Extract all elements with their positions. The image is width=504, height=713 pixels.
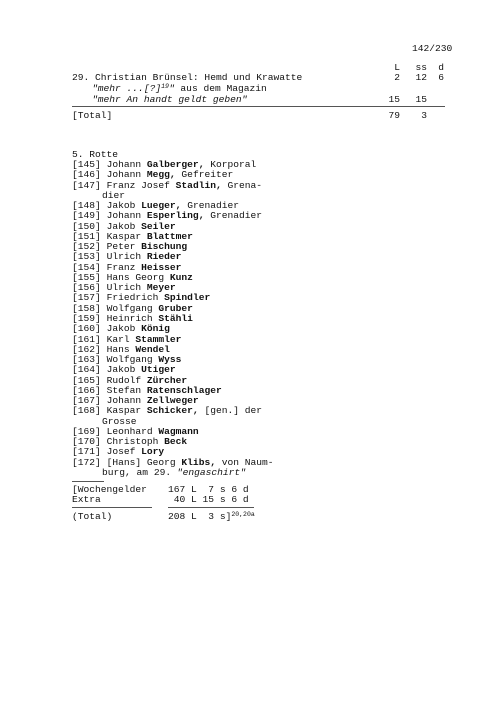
- roster-last-name: Galberger,: [146, 159, 205, 170]
- roster-first-name: Hans Georg: [106, 271, 165, 283]
- roster-quote: "engaschirt": [176, 466, 246, 478]
- rule-line-2b: [168, 507, 254, 508]
- roster-last-name: Klibs,: [181, 456, 216, 468]
- extra-value: 40 L 15 s 6 d: [168, 494, 249, 505]
- entry-29-ss: 12: [415, 72, 427, 83]
- page-number: 142/230: [412, 43, 453, 54]
- entry-29-l: 2: [394, 72, 400, 83]
- roster-last-name: Ratenschlager: [146, 384, 222, 396]
- roster-first-name: Kaspar: [106, 230, 142, 242]
- summary-total-label: (Total): [72, 511, 113, 522]
- entry-29-note2-l: 15: [388, 94, 400, 105]
- roster-note: Grena-: [221, 179, 263, 191]
- roster-row: [72, 324, 292, 334]
- roster-first-name: Leonhard: [106, 425, 153, 437]
- wochengelder-value: 167 L 7 s 6 d: [168, 484, 249, 495]
- roster-first-name: Wolfgang: [106, 302, 153, 314]
- roster-number: [163]: [72, 354, 101, 366]
- roster-first-name: Peter: [106, 241, 136, 253]
- roster-first-name: Jakob: [106, 323, 136, 335]
- roster-note: Grenadier: [204, 210, 263, 222]
- column-header-d: d: [438, 62, 444, 73]
- entry-29-d: 6: [438, 72, 444, 83]
- roster-number: [150]: [72, 220, 101, 232]
- entry-29-note-2: [92, 95, 247, 105]
- roster-first-name: Johann: [106, 159, 142, 170]
- roster-note: Korporal: [204, 159, 257, 170]
- roster-first-name: Kaspar: [106, 405, 142, 417]
- roster-note: Gefreiter: [175, 169, 234, 181]
- entry-29-note-1: [92, 84, 267, 94]
- note-rest: aus dem Magazin: [174, 83, 267, 94]
- roster-first-name: Christoph: [106, 436, 159, 448]
- roster-last-name: Stähli: [158, 312, 193, 324]
- roster-continuation: Grosse: [102, 415, 137, 427]
- entry-29-line: [72, 73, 302, 83]
- roster-first-name: Heinrich: [106, 312, 153, 324]
- roster-last-name: Schicker,: [146, 405, 199, 417]
- roster-number: [160]: [72, 323, 101, 335]
- roster-first-name: Wolfgang: [106, 354, 153, 366]
- roster-last-name: Meyer: [146, 282, 176, 294]
- roster-last-name: Gruber: [158, 302, 193, 314]
- roster-first-name: Ulrich: [106, 251, 142, 263]
- roster-first-name: Josef: [106, 446, 136, 458]
- rule-line-2a: [72, 507, 152, 508]
- roster-last-name: Kunz: [169, 271, 193, 283]
- roster-first-name: Johann: [106, 395, 142, 407]
- note-quote: "mehr ...[?]: [92, 83, 162, 94]
- roster-last-name: Beck: [164, 436, 188, 448]
- roster-number: [145]: [72, 159, 101, 170]
- roster-number: [155]: [72, 271, 101, 283]
- roster-last-name: König: [141, 323, 170, 335]
- roster-number: [151]: [72, 230, 101, 242]
- roster-first-name: Franz Josef: [106, 179, 170, 191]
- note-quote-end: ": [168, 83, 175, 94]
- roster-first-name: Franz: [106, 261, 136, 273]
- column-header-ss: ss: [415, 62, 427, 73]
- roster-number: [149]: [72, 210, 101, 222]
- roster-list: [72, 160, 292, 478]
- roster-number: [172]: [72, 456, 101, 468]
- roster-first-name: Rudolf: [106, 374, 142, 386]
- roster-last-name: Blattmer: [146, 230, 193, 242]
- roster-last-name: Megg,: [146, 169, 176, 181]
- roster-number: [152]: [72, 241, 101, 253]
- roster-note: [gen.] der: [198, 405, 263, 417]
- roster-continuation: dier: [102, 189, 126, 201]
- entry-number: 29.: [72, 72, 90, 83]
- roster-first-name: [Hans] Georg: [106, 456, 176, 468]
- roster-number: [166]: [72, 384, 101, 396]
- roster-number: [154]: [72, 261, 101, 273]
- roster-last-name: Seiler: [141, 220, 176, 232]
- roster-number: [164]: [72, 364, 101, 376]
- roster-row-continuation: [72, 468, 292, 478]
- column-header-l: L: [394, 62, 400, 73]
- roster-number: [159]: [72, 312, 101, 324]
- roster-number: [158]: [72, 302, 101, 314]
- roster-number: [146]: [72, 169, 101, 181]
- roster-first-name: Hans: [106, 343, 130, 355]
- rule-line-1: [72, 106, 445, 107]
- roster-number: [171]: [72, 446, 101, 458]
- roster-first-name: Ulrich: [106, 282, 142, 294]
- roster-number: [169]: [72, 425, 101, 437]
- roster-first-name: Johann: [106, 210, 142, 222]
- total-l: 79: [388, 110, 400, 121]
- roster-last-name: Wendel: [135, 343, 170, 355]
- roster-number: [148]: [72, 200, 101, 212]
- roster-last-name: Spindler: [164, 292, 211, 304]
- roster-first-name: Friedrich: [106, 292, 159, 304]
- roster-number: [157]: [72, 292, 101, 304]
- roster-first-name: Stefan: [106, 384, 142, 396]
- roster-last-name: Heisser: [141, 261, 182, 273]
- roster-last-name: Esperling,: [146, 210, 205, 222]
- roster-first-name: Jakob: [106, 364, 136, 376]
- entry-title: Christian Brünsel: Hemd und Krawatte: [95, 72, 303, 83]
- roster-last-name: Wyss: [158, 354, 182, 366]
- roster-first-name: Jakob: [106, 220, 136, 232]
- roster-number: [156]: [72, 282, 101, 294]
- entry-29-note2-ss: 15: [415, 94, 427, 105]
- roster-number: [170]: [72, 436, 101, 448]
- roster-last-name: Wagmann: [158, 425, 199, 437]
- roster-number: [168]: [72, 405, 101, 417]
- extra-label: Extra: [72, 494, 101, 505]
- section-title: 5. Rotte: [72, 149, 119, 160]
- roster-number: [167]: [72, 395, 101, 407]
- roster-first-name: Johann: [106, 169, 142, 181]
- roster-last-name: Zellweger: [146, 395, 199, 407]
- footnote-ref-20: 20,20a: [231, 511, 255, 518]
- rule-line-short: [72, 481, 104, 482]
- roster-note: von Naum-: [215, 456, 274, 468]
- summary-total-amount: 208 L 3 s]: [168, 511, 232, 522]
- total-ss: 3: [421, 110, 427, 121]
- summary-total-value: [168, 512, 255, 522]
- roster-number: [147]: [72, 179, 101, 191]
- roster-number: [161]: [72, 333, 101, 345]
- total-label: [Total]: [72, 110, 113, 121]
- roster-number: [153]: [72, 251, 101, 263]
- roster-continuation: burg, am 29.: [102, 466, 177, 478]
- roster-last-name: Stadlin,: [175, 179, 222, 191]
- roster-last-name: Rieder: [146, 251, 182, 263]
- roster-last-name: Bischung: [141, 241, 188, 253]
- roster-last-name: Utiger: [141, 364, 176, 376]
- roster-last-name: Lory: [141, 446, 165, 458]
- footnote-ref-19: 19: [161, 83, 169, 90]
- roster-last-name: Lueger,: [141, 200, 182, 212]
- roster-first-name: Jakob: [106, 200, 136, 212]
- roster-note: Grenadier: [181, 200, 240, 212]
- roster-number: [165]: [72, 374, 101, 386]
- wochengelder-label: [Wochengelder: [72, 484, 147, 495]
- roster-last-name: Zürcher: [146, 374, 188, 386]
- roster-last-name: Stammler: [135, 333, 182, 345]
- roster-number: [162]: [72, 343, 101, 355]
- roster-first-name: Karl: [106, 333, 130, 345]
- note-quote-2: "mehr An handt geldt geben": [92, 94, 248, 105]
